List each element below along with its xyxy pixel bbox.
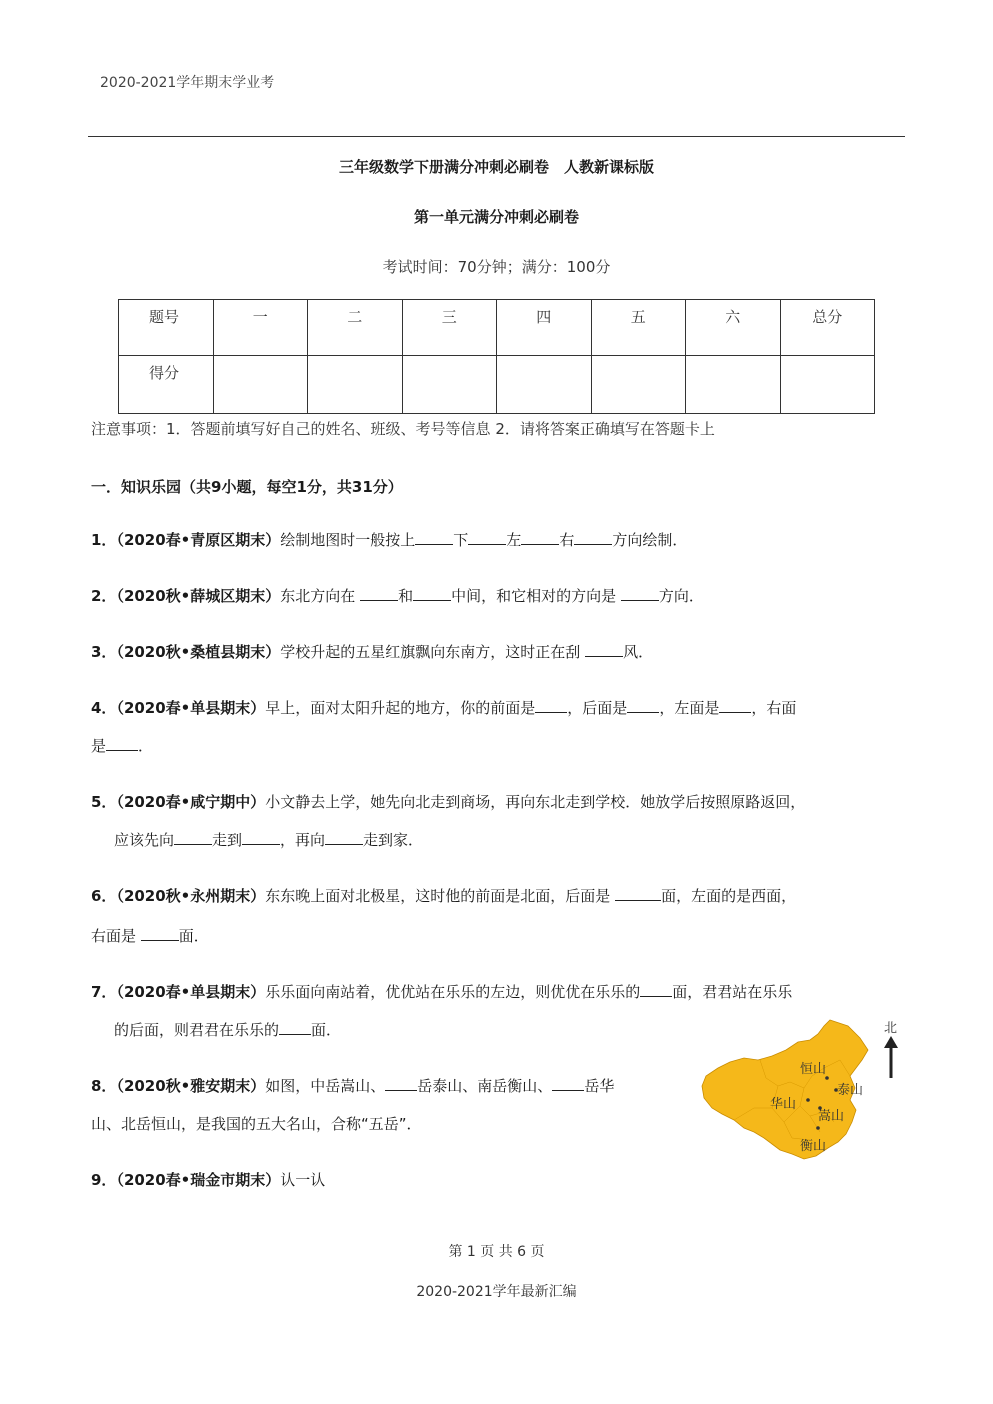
- question-text: 中间，和它相对的方向是: [451, 587, 621, 605]
- question-text: 岳华: [584, 1077, 615, 1095]
- question-9: [91, 1170, 325, 1190]
- question-5-cont: [114, 830, 423, 850]
- score-table-col: 六: [686, 300, 781, 356]
- question-text: 面．: [178, 927, 209, 945]
- answer-blank[interactable]: [627, 698, 659, 713]
- page-number: 第 1 页 共 6 页: [448, 1244, 545, 1260]
- question-text: 岳泰山、南岳衡山、: [417, 1077, 553, 1095]
- answer-blank[interactable]: [413, 586, 451, 601]
- score-table-col: 四: [497, 300, 592, 356]
- map-label-hengshan-north: 恒山: [800, 1062, 827, 1077]
- question-text: ，左面是: [659, 699, 720, 717]
- question-text: ，右面: [751, 699, 797, 717]
- answer-blank[interactable]: [385, 1076, 417, 1091]
- question-text: 绘制地图时一般按上: [280, 531, 416, 549]
- question-number: 6．: [91, 887, 117, 905]
- question-text: 右面是: [91, 927, 141, 945]
- question-text: 面，左面的是西面，: [661, 887, 797, 905]
- question-text: 方向．: [658, 587, 704, 605]
- header-text: 2020-2021学年期末学业考: [100, 75, 275, 91]
- answer-blank[interactable]: [360, 586, 398, 601]
- question-8-cont: [91, 1114, 422, 1134]
- answer-blank[interactable]: [279, 1020, 311, 1035]
- map-label-songshan: 嵩山: [818, 1109, 845, 1124]
- question-4-cont: [91, 736, 153, 756]
- question-source: （2020春•青原区期末）: [116, 531, 281, 549]
- question-text: 风．: [623, 643, 654, 661]
- question-text: ，后面是: [567, 699, 628, 717]
- answer-blank[interactable]: [719, 698, 751, 713]
- question-7: [91, 982, 792, 1002]
- footer-note: 2020-2021学年最新汇编: [416, 1284, 577, 1300]
- question-number: 7．: [91, 983, 117, 1001]
- question-text: ，再向: [280, 831, 326, 849]
- score-table-col: 一: [213, 300, 308, 356]
- china-mountains-map: [700, 1016, 900, 1166]
- question-text: 左: [506, 531, 522, 549]
- score-table: [118, 299, 875, 414]
- question-3: [91, 642, 653, 662]
- question-number: 3．: [91, 643, 117, 661]
- score-table-col: 二: [308, 300, 403, 356]
- answer-blank[interactable]: [574, 530, 612, 545]
- answer-blank[interactable]: [106, 736, 138, 751]
- map-label-huashan: 华山: [770, 1097, 797, 1112]
- score-table-row-label: 题号: [119, 300, 214, 356]
- question-text: 东东晚上面对北极星，这时他的前面是北面，后面是: [265, 887, 616, 905]
- answer-blank[interactable]: [640, 982, 672, 997]
- map-label-hengshan-south: 衡山: [800, 1139, 827, 1154]
- question-1: [91, 530, 687, 550]
- score-cell[interactable]: [497, 356, 592, 414]
- question-text: 如图，中岳嵩山、: [265, 1077, 386, 1095]
- question-2: [91, 586, 704, 606]
- answer-blank[interactable]: [585, 642, 623, 657]
- question-number: 9．: [91, 1171, 117, 1189]
- score-cell[interactable]: [402, 356, 497, 414]
- question-source: （2020春•咸宁期中）: [116, 793, 266, 811]
- question-text: 走到: [212, 831, 243, 849]
- question-text: 走到家．: [363, 831, 424, 849]
- question-text: 应该先向: [114, 831, 175, 849]
- score-table-header-row: [119, 300, 875, 356]
- answer-blank[interactable]: [621, 586, 659, 601]
- question-text: 小文静去上学，她先向北走到商场，再向东北走到学校．她放学后按照原路返回，: [265, 793, 806, 811]
- question-number: 5．: [91, 793, 117, 811]
- question-4: [91, 698, 796, 718]
- answer-blank[interactable]: [174, 830, 212, 845]
- question-text: 方向绘制．: [612, 531, 688, 549]
- answer-blank[interactable]: [415, 530, 453, 545]
- question-source: （2020春•瑞金市期末）: [116, 1171, 281, 1189]
- score-table-row-label: 得分: [119, 356, 214, 414]
- main-title: 三年级数学下册满分冲刺必刷卷 人教新课标版: [338, 158, 654, 176]
- score-table-col: 总分: [780, 300, 875, 356]
- score-table-score-row: [119, 356, 875, 414]
- score-cell[interactable]: [591, 356, 686, 414]
- north-label: 北: [884, 1021, 898, 1036]
- question-text: 东北方向在: [280, 587, 361, 605]
- answer-blank[interactable]: [141, 926, 179, 941]
- question-source: （2020春•单县期末）: [116, 983, 266, 1001]
- question-7-cont: [114, 1020, 341, 1040]
- score-cell[interactable]: [213, 356, 308, 414]
- question-8: [91, 1076, 614, 1096]
- question-text: 早上，面对太阳升起的地方，你的前面是: [265, 699, 536, 717]
- answer-blank[interactable]: [615, 886, 661, 901]
- question-6: [91, 886, 796, 906]
- score-cell[interactable]: [308, 356, 403, 414]
- question-text: 和: [398, 587, 414, 605]
- question-source: （2020秋•雅安期末）: [116, 1077, 266, 1095]
- question-5: [91, 792, 805, 812]
- question-text: ．: [138, 737, 154, 755]
- score-table-col: 五: [591, 300, 686, 356]
- header-divider: [88, 136, 905, 137]
- question-source: （2020秋•永州期末）: [116, 887, 266, 905]
- question-text: 是: [91, 737, 107, 755]
- question-number: 1．: [91, 531, 117, 549]
- question-source: （2020秋•桑植县期末）: [116, 643, 281, 661]
- answer-blank[interactable]: [325, 830, 363, 845]
- notice-text: 注意事项：1．答题前填写好自己的姓名、班级、考号等信息 2．请将答案正确填写在答题卡上: [91, 420, 715, 438]
- question-text: 乐乐面向南站着，优优站在乐乐的左边，则优优在乐乐的: [265, 983, 641, 1001]
- hengshan-south-marker: [816, 1126, 820, 1130]
- score-table-col: 三: [402, 300, 497, 356]
- question-text: 面，君君站在乐乐: [672, 983, 793, 1001]
- question-text: 下: [453, 531, 469, 549]
- answer-blank[interactable]: [535, 698, 567, 713]
- question-text: 认一认: [280, 1171, 326, 1189]
- answer-blank[interactable]: [521, 530, 559, 545]
- map-label-taishan: 泰山: [837, 1083, 864, 1098]
- answer-blank[interactable]: [552, 1076, 584, 1091]
- exam-info: 考试时间：70分钟；满分：100分: [382, 258, 611, 276]
- section-title: 一．知识乐园（共9小题，每空1分，共31分）: [91, 478, 403, 496]
- question-number: 8．: [91, 1077, 117, 1095]
- sub-title: 第一单元满分冲刺必刷卷: [413, 208, 579, 226]
- answer-blank[interactable]: [468, 530, 506, 545]
- question-number: 2．: [91, 587, 117, 605]
- score-cell[interactable]: [780, 356, 875, 414]
- answer-blank[interactable]: [242, 830, 280, 845]
- huashan-marker: [806, 1098, 810, 1102]
- question-source: （2020春•单县期末）: [116, 699, 266, 717]
- question-6-cont: [91, 926, 209, 946]
- question-source: （2020秋•薛城区期末）: [116, 587, 281, 605]
- score-cell[interactable]: [686, 356, 781, 414]
- question-text: 山、北岳恒山，是我国的五大名山，合称“五岳”．: [91, 1115, 422, 1133]
- question-number: 4．: [91, 699, 117, 717]
- question-text: 的后面，则君君在乐乐的: [114, 1021, 280, 1039]
- question-text: 右: [559, 531, 575, 549]
- question-text: 学校升起的五星红旗飘向东南方，这时正在刮: [280, 643, 586, 661]
- question-text: 面．: [311, 1021, 342, 1039]
- north-arrow-icon: [884, 1036, 898, 1078]
